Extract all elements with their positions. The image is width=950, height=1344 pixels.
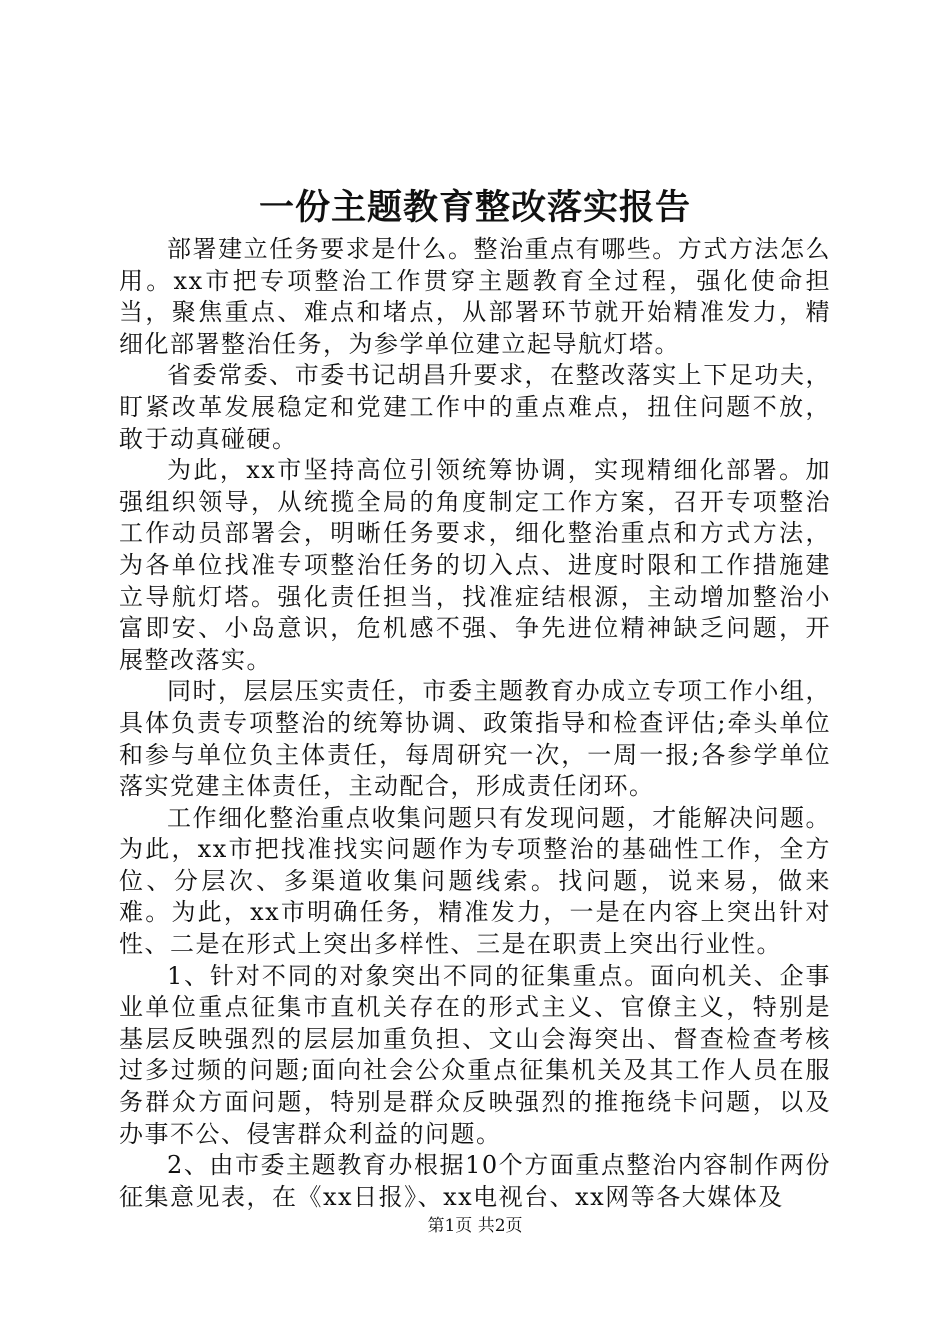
paragraph: 省委常委、市委书记胡昌升要求，在整改落实上下足功夫，盯紧改革发展稳定和党建工作中的重点难点，扭住问题不放，敢于动真碰硬。 (119, 361, 831, 453)
page-footer: 第1页 共2页 (427, 1216, 523, 1236)
paragraph: 1、针对不同的对象突出不同的征集重点。面向机关、企事业单位重点征集市直机关存在的形式主义、官僚主义，特别是基层反映强烈的层层加重负担、文山会海突出、督查检查考核过多过频的问题;面向社会公众重点征集机关及其工作人员在服务群众方面问题，特别是群众反映强烈的推拖绕卡问题，以及办事不公、侵害群众利益的问题。 (119, 961, 831, 1148)
paragraph: 为此，xx市坚持高位引领统筹协调，实现精细化部署。加强组织领导，从统揽全局的角度制定工作方案，召开专项整治工作动员部署会，明晰任务要求，细化整治重点和方式方法，为各单位找准专项整治任务的切入点、进度时限和工作措施建立导航灯塔。强化责任担当，找准症结根源，主动增加整治小富即安、小岛意识，危机感不强、争先进位精神缺乏问题，开展整改落实。 (119, 456, 831, 674)
paragraph: 工作细化整治重点收集问题只有发现问题，才能解决问题。为此，xx市把找准找实问题作为专项整治的基础性工作，全方位、分层次、多渠道收集问题线索。找问题，说来易，做来难。为此，xx市明确任务，精准发力，一是在内容上突出针对性、二是在形式上突出多样性、三是在职责上突出行业性。 (119, 803, 831, 959)
paragraph: 2、由市委主题教育办根据10个方面重点整治内容制作两份征集意见表，在《xx日报》、xx电视台、xx网等各大媒体及 (119, 1151, 831, 1211)
document-body (119, 234, 831, 1213)
paragraph: 部署建立任务要求是什么。整治重点有哪些。方式方法怎么用。xx市把专项整治工作贯穿主题教育全过程，强化使命担当，聚焦重点、难点和堵点，从部署环节就开始精准发力，精细化部署整治任务，为参学单位建立起导航灯塔。 (119, 235, 831, 358)
document-title: 一份主题教育整改落实报告 (258, 187, 691, 228)
paragraph: 同时，层层压实责任，市委主题教育办成立专项工作小组，具体负责专项整治的统筹协调、政策指导和检查评估;牵头单位和参与单位负主体责任，每周研究一次，一周一报;各参学单位落实党建主体责任，主动配合，形成责任闭环。 (119, 677, 831, 801)
